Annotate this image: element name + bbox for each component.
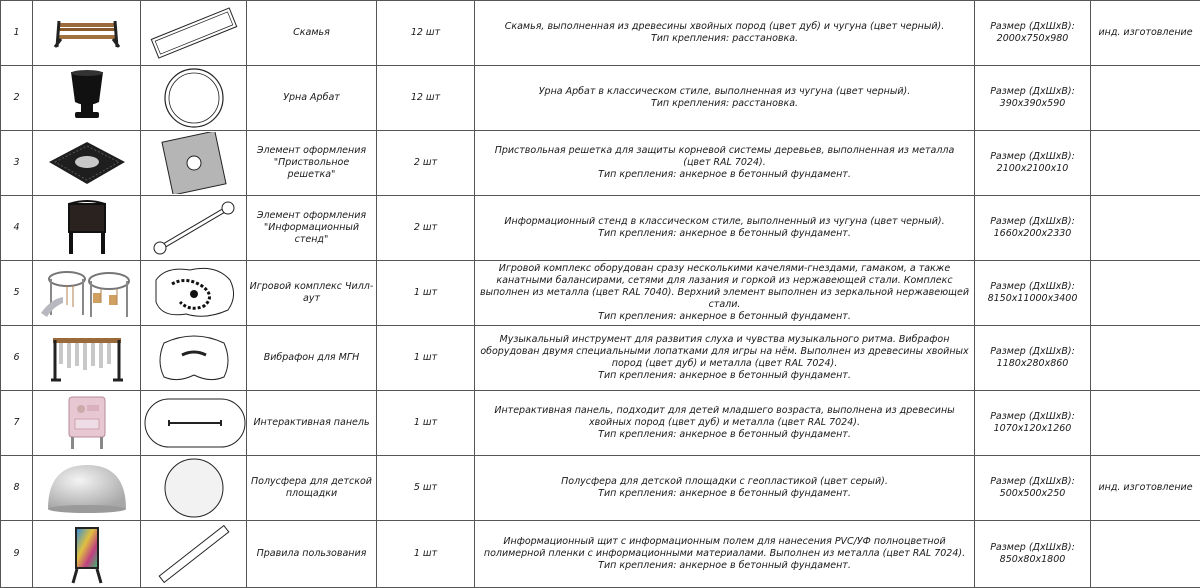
item-name: Правила пользования bbox=[247, 521, 377, 588]
item-size: Размер (ДхШхВ): 850х80х1800 bbox=[975, 521, 1091, 588]
item-quantity: 1 шт bbox=[377, 326, 475, 391]
table-row bbox=[1, 196, 1200, 261]
info-stand-plan-icon bbox=[141, 196, 247, 261]
item-name: Полусфера для детской площадки bbox=[247, 456, 377, 521]
interactive-panel-plan-icon bbox=[141, 391, 247, 456]
interactive-panel-photo-icon bbox=[33, 391, 141, 456]
item-description: Скамья, выполненная из древесины хвойных пород (цвет дуб) и чугуна (цвет черный). Тип крепления: расстановка. bbox=[475, 1, 975, 66]
urn-plan-icon bbox=[141, 66, 247, 131]
item-name: Элемент оформления "Информационный стенд" bbox=[247, 196, 377, 261]
item-note: инд. изготовление bbox=[1091, 456, 1200, 521]
vibraphone-photo-icon bbox=[33, 326, 141, 391]
item-size: Размер (ДхШхВ): 1070х120х1260 bbox=[975, 391, 1091, 456]
row-number: 2 bbox=[1, 66, 33, 131]
row-number: 1 bbox=[1, 1, 33, 66]
item-size: Размер (ДхШхВ): 2100х2100х10 bbox=[975, 131, 1091, 196]
tree-grate-plan-icon bbox=[141, 131, 247, 196]
item-note bbox=[1091, 131, 1200, 196]
item-quantity: 1 шт bbox=[377, 261, 475, 326]
item-description: Игровой комплекс оборудован сразу несколькими качелями-гнездами, гамаком, а также канатными балансирами, сетями для лазания и горкой из нержавеющей стали. Комплекс выполнен из металла (цвет RAL 7040). Верхний элемент выполнен из зеркальной нержавеющей стали. Тип крепления: анкерное в бетонный фундамент. bbox=[475, 261, 975, 326]
table-row bbox=[1, 326, 1200, 391]
item-note bbox=[1091, 261, 1200, 326]
item-quantity: 2 шт bbox=[377, 131, 475, 196]
vibraphone-plan-icon bbox=[141, 326, 247, 391]
item-size: Размер (ДхШхВ): 2000х750х980 bbox=[975, 1, 1091, 66]
item-note bbox=[1091, 196, 1200, 261]
item-name: Скамья bbox=[247, 1, 377, 66]
row-number: 3 bbox=[1, 131, 33, 196]
item-size: Размер (ДхШхВ): 8150х11000х3400 bbox=[975, 261, 1091, 326]
table-row bbox=[1, 456, 1200, 521]
item-name: Игровой комплекс Чилл-аут bbox=[247, 261, 377, 326]
item-size: Размер (ДхШхВ): 500х500х250 bbox=[975, 456, 1091, 521]
item-name: Интерактивная панель bbox=[247, 391, 377, 456]
item-description: Урна Арбат в классическом стиле, выполненная из чугуна (цвет черный). Тип крепления: расстановка. bbox=[475, 66, 975, 131]
bench-plan-icon bbox=[141, 1, 247, 66]
item-quantity: 1 шт bbox=[377, 391, 475, 456]
row-number: 8 bbox=[1, 456, 33, 521]
item-name: Вибрафон для МГН bbox=[247, 326, 377, 391]
item-description: Информационный стенд в классическом стиле, выполненный из чугуна (цвет черный). Тип крепления: анкерное в бетонный фундамент. bbox=[475, 196, 975, 261]
rules-board-photo-icon bbox=[33, 521, 141, 588]
item-note bbox=[1091, 66, 1200, 131]
item-name: Элемент оформления "Приствольное решетка" bbox=[247, 131, 377, 196]
table-row bbox=[1, 521, 1200, 588]
item-size: Размер (ДхШхВ): 1180х280х860 bbox=[975, 326, 1091, 391]
row-number: 9 bbox=[1, 521, 33, 588]
item-size: Размер (ДхШхВ): 390х390х590 bbox=[975, 66, 1091, 131]
urn-photo-icon bbox=[33, 66, 141, 131]
item-note bbox=[1091, 391, 1200, 456]
bench-photo-icon bbox=[33, 1, 141, 66]
table-row bbox=[1, 391, 1200, 456]
table-row bbox=[1, 261, 1200, 326]
playground-plan-icon bbox=[141, 261, 247, 326]
item-quantity: 2 шт bbox=[377, 196, 475, 261]
item-description: Музыкальный инструмент для развития слуха и чувства музыкального ритма. Вибрафон оборудован двумя специальными лопатками для игры на нём. Выполнен из древесины хвойных пород (цвет дуб) и металла (цвет RAL 7024). Тип крепления: анкерное в бетонный фундамент. bbox=[475, 326, 975, 391]
table-row bbox=[1, 131, 1200, 196]
row-number: 6 bbox=[1, 326, 33, 391]
row-number: 7 bbox=[1, 391, 33, 456]
hemisphere-photo-icon bbox=[33, 456, 141, 521]
row-number: 4 bbox=[1, 196, 33, 261]
item-note bbox=[1091, 326, 1200, 391]
playground-photo-icon bbox=[33, 261, 141, 326]
info-stand-photo-icon bbox=[33, 196, 141, 261]
item-quantity: 1 шт bbox=[377, 521, 475, 588]
item-description: Полусфера для детской площадки с геопластикой (цвет серый). Тип крепления: анкерное в бетонный фундамент. bbox=[475, 456, 975, 521]
item-quantity: 5 шт bbox=[377, 456, 475, 521]
table-row bbox=[1, 1, 1200, 66]
item-note bbox=[1091, 521, 1200, 588]
tree-grate-photo-icon bbox=[33, 131, 141, 196]
item-description: Приствольная решетка для защиты корневой системы деревьев, выполненная из металла (цвет RAL 7024). Тип крепления: анкерное в бетонный фундамент. bbox=[475, 131, 975, 196]
item-quantity: 12 шт bbox=[377, 66, 475, 131]
hemisphere-plan-icon bbox=[141, 456, 247, 521]
item-quantity: 12 шт bbox=[377, 1, 475, 66]
table-row bbox=[1, 66, 1200, 131]
row-number: 5 bbox=[1, 261, 33, 326]
item-description: Информационный щит с информационным полем для нанесения PVC/УФ полноцветной полимерной пленки с информационными материалами. Выполнен из металла (цвет RAL 7024). Тип крепления: анкерное в бетонный фундамент. bbox=[475, 521, 975, 588]
item-name: Урна Арбат bbox=[247, 66, 377, 131]
item-size: Размер (ДхШхВ): 1660х200х2330 bbox=[975, 196, 1091, 261]
item-note: инд. изготовление bbox=[1091, 1, 1200, 66]
item-description: Интерактивная панель, подходит для детей младшего возраста, выполнена из древесины хвойных пород (цвет дуб) и металла (цвет RAL 7024). Тип крепления: анкерное в бетонный фундамент. bbox=[475, 391, 975, 456]
rules-board-plan-icon bbox=[141, 521, 247, 588]
